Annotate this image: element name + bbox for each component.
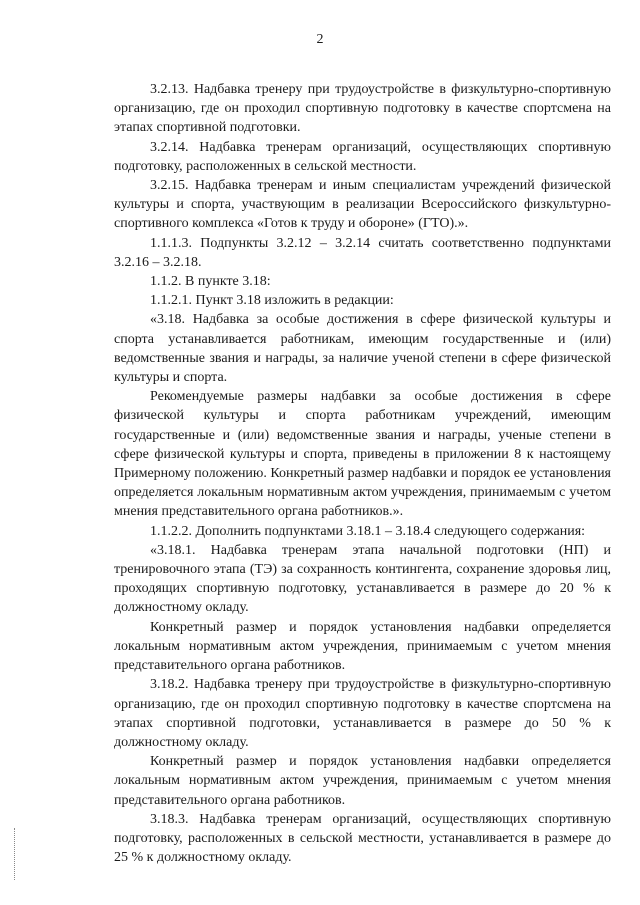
paragraph-1-1-2: 1.1.2. В пункте 3.18:	[150, 274, 271, 290]
paragraph-3-18-recommended: Рекомендуемые размеры надбавки за особые достижения в сфере физической культуры и спорта работникам учреждений, имеющим государственные и (или) ведомственные звания и награды, ученые степени в сфере физической культуры и спорта, приведены в приложении 8 к настоящему Примерному положению. Конкретный размер надбавки и порядок ее установления определяется локальным нормативным актом учреждения, принимаемым с учетом мнения представительного органа работников.».	[114, 389, 611, 520]
paragraph-3-18-3: 3.18.3. Надбавка тренерам организаций, осуществляющих спортивную подготовку, расположенных в сельской местности, устанавливается в размере до 25 % к должностному окладу.	[114, 811, 611, 866]
document-body	[114, 80, 611, 867]
paragraph-3-18-1-order: Конкретный размер и порядок установления надбавки определяется локальным нормативным актом учреждения, принимаемым с учетом мнения представительного органа работников.	[114, 619, 611, 674]
paragraph-3-18: «3.18. Надбавка за особые достижения в сфере физической культуры и спорта устанавливается работникам, имеющим государственные и (или) ведомственные звания и награды, за наличие ученой степени в сфере физической культуры и спорта.	[114, 312, 611, 386]
paragraph-3-18-1: «3.18.1. Надбавка тренерам этапа начальной подготовки (НП) и тренировочного этапа (ТЭ) за сохранность контингента, сохранение здоровья лиц, проходящих спортивную подготовку, устанавливается в размере до 20 % к должностному окладу.	[114, 542, 611, 616]
paragraph-3-2-14: 3.2.14. Надбавка тренерам организаций, осуществляющих спортивную подготовку, расположенных в сельской местности.	[114, 139, 611, 174]
paragraph-3-2-15: 3.2.15. Надбавка тренерам и иным специалистам учреждений физической культуры и спорта, участвующим в реализации Всероссийского физкультурно-спортивного комплекса «Готов к труду и обороне» (ГТО).».	[114, 178, 611, 232]
paragraph-1-1-2-1: 1.1.2.1. Пункт 3.18 изложить в редакции:	[150, 293, 394, 309]
paragraph-3-18-2-order: Конкретный размер и порядок установления надбавки определяется локальным нормативным актом учреждения, принимаемым с учетом мнения представительного органа работников.	[114, 754, 611, 808]
paragraph-3-2-13: 3.2.13. Надбавка тренеру при трудоустройстве в физкультурно-спортивную организацию, где он проходил спортивную подготовку в качестве спортсмена на этапах спортивной подготовки.	[114, 82, 611, 136]
paragraph-1-1-2-2: 1.1.2.2. Дополнить подпунктами 3.18.1 – 3.18.4 следующего содержания:	[150, 523, 586, 539]
scan-margin-mark	[14, 828, 21, 880]
paragraph-3-18-2: 3.18.2. Надбавка тренеру при трудоустройстве в физкультурно-спортивную организацию, где он проходил спортивную подготовку в качестве спортсмена на этапах спортивной подготовки, устанавливается в размере до 50 % к должностному окладу.	[114, 677, 611, 750]
paragraph-1-1-1-3: 1.1.1.3. Подпункты 3.2.12 – 3.2.14 считать соответственно подпунктами 3.2.16 – 3.2.18.	[114, 235, 611, 270]
page-number: 2	[316, 32, 324, 47]
